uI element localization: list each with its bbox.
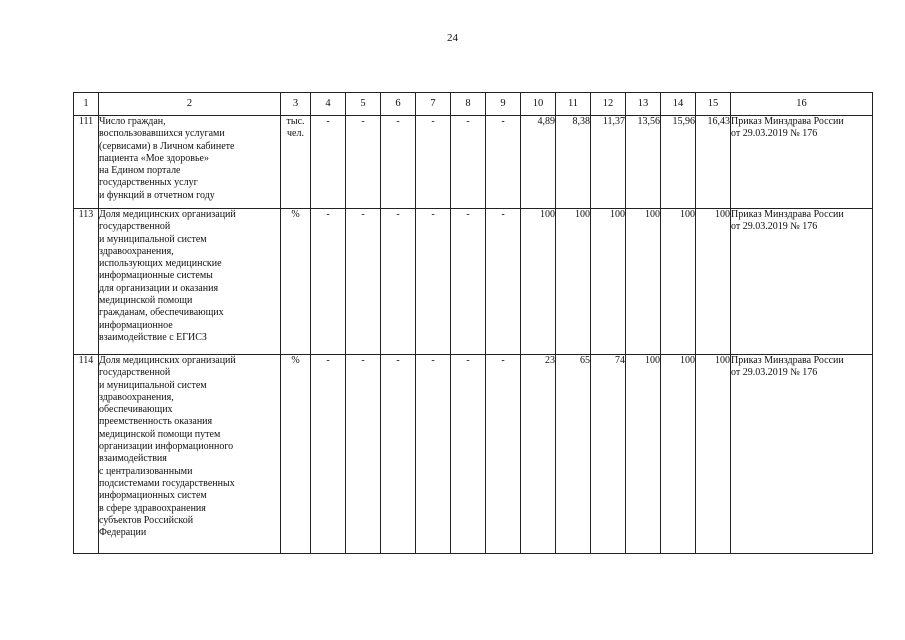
- unit-line: тыс.: [286, 116, 305, 127]
- source-line: Приказ Минздрава России: [731, 355, 844, 366]
- indicator-name-line: медицинской помощи путем: [99, 428, 221, 440]
- source-cell: [731, 355, 873, 554]
- empty-value-cell: -: [486, 355, 521, 554]
- indicator-name-line: медицинской помощи: [99, 295, 193, 307]
- empty-value-cell: -: [346, 116, 381, 209]
- value-cell: 100: [626, 355, 661, 554]
- column-header: 10: [521, 93, 556, 116]
- indicator-name-line: субъектов Российской: [99, 514, 194, 526]
- row-number: 114: [74, 355, 99, 554]
- value-cell: 8,38: [556, 116, 591, 209]
- empty-value-cell: -: [416, 209, 451, 355]
- value-cell: 65: [556, 355, 591, 554]
- column-header: 16: [731, 93, 873, 116]
- page-number: 24: [447, 32, 458, 44]
- indicator-name-line: информационные системы: [99, 270, 213, 282]
- indicator-name-line: Доля медицинских организаций: [99, 355, 236, 366]
- value-cell: 100: [556, 209, 591, 355]
- indicator-name-line: государственных услуг: [99, 177, 198, 189]
- column-header: 6: [381, 93, 416, 116]
- indicator-name-line: воспользовавшихся услугами: [99, 128, 225, 140]
- value-cell: 100: [591, 209, 626, 355]
- table-row: [74, 116, 873, 209]
- indicator-name-line: и муниципальной систем: [99, 379, 207, 391]
- value-cell: 15,96: [661, 116, 696, 209]
- indicator-name-line: обеспечивающих: [99, 404, 173, 416]
- source-line: от 29.03.2019 № 176: [731, 128, 818, 140]
- empty-value-cell: -: [416, 355, 451, 554]
- empty-value-cell: -: [381, 209, 416, 355]
- column-header: 1: [74, 93, 99, 116]
- row-number: 113: [74, 209, 99, 355]
- source-cell: [731, 116, 873, 209]
- source-cell: [731, 209, 873, 355]
- indicator-name-line: информационное: [99, 319, 173, 331]
- value-cell: 100: [661, 209, 696, 355]
- source-line: Приказ Минздрава России: [731, 116, 844, 127]
- indicator-name-line: государственной: [99, 367, 171, 379]
- column-header: 3: [281, 93, 311, 116]
- value-cell: 13,56: [626, 116, 661, 209]
- column-header: 4: [311, 93, 346, 116]
- indicator-name-line: Доля медицинских организаций: [99, 209, 236, 220]
- value-cell: 100: [696, 355, 731, 554]
- value-cell: 11,37: [591, 116, 626, 209]
- empty-value-cell: -: [451, 116, 486, 209]
- indicator-name: [99, 355, 281, 554]
- indicator-name-line: здравоохранения,: [99, 245, 174, 257]
- column-header: 12: [591, 93, 626, 116]
- indicators-table: [73, 92, 873, 554]
- column-header: 2: [99, 93, 281, 116]
- value-cell: 100: [626, 209, 661, 355]
- value-cell: 74: [591, 355, 626, 554]
- indicator-name: [99, 209, 281, 355]
- empty-value-cell: -: [346, 209, 381, 355]
- unit-cell: [281, 209, 311, 355]
- empty-value-cell: -: [311, 209, 346, 355]
- table-row: [74, 209, 873, 355]
- unit-line: %: [291, 209, 300, 220]
- column-header: 13: [626, 93, 661, 116]
- indicator-name: [99, 116, 281, 209]
- indicator-name-line: государственной: [99, 221, 171, 233]
- indicator-name-line: гражданам, обеспечивающих: [99, 307, 224, 319]
- indicator-name-line: Федерации: [99, 527, 147, 539]
- indicator-name-line: преемственность оказания: [99, 416, 213, 428]
- indicator-name-line: (сервисами) в Личном кабинете: [99, 140, 235, 152]
- indicator-name-line: и муниципальной систем: [99, 233, 207, 245]
- empty-value-cell: -: [451, 355, 486, 554]
- unit-cell: [281, 355, 311, 554]
- indicator-name-line: организации информационного: [99, 441, 234, 453]
- empty-value-cell: -: [381, 355, 416, 554]
- empty-value-cell: -: [311, 355, 346, 554]
- value-cell: 100: [661, 355, 696, 554]
- value-cell: 100: [521, 209, 556, 355]
- column-header: 11: [556, 93, 591, 116]
- value-cell: 23: [521, 355, 556, 554]
- column-header: 7: [416, 93, 451, 116]
- value-cell: 16,43: [696, 116, 731, 209]
- indicator-name-line: в сфере здравоохранения: [99, 502, 206, 514]
- unit-cell: [281, 116, 311, 209]
- source-line: от 29.03.2019 № 176: [731, 221, 818, 233]
- indicator-name-line: использующих медицинские: [99, 258, 222, 270]
- source-line: Приказ Минздрава России: [731, 209, 844, 220]
- empty-value-cell: -: [346, 355, 381, 554]
- empty-value-cell: -: [486, 116, 521, 209]
- column-header: 9: [486, 93, 521, 116]
- empty-value-cell: -: [451, 209, 486, 355]
- column-header: 14: [661, 93, 696, 116]
- value-cell: 100: [696, 209, 731, 355]
- unit-line: %: [291, 355, 300, 366]
- empty-value-cell: -: [311, 116, 346, 209]
- empty-value-cell: -: [486, 209, 521, 355]
- row-number: 111: [74, 116, 99, 209]
- indicator-name-line: и функций в отчетном году: [99, 189, 215, 201]
- indicator-name-line: взаимодействие с ЕГИСЗ: [99, 331, 207, 343]
- table-row: [74, 355, 873, 554]
- indicator-name-line: информационных систем: [99, 490, 207, 502]
- indicator-name-line: подсистемами государственных: [99, 477, 235, 489]
- indicator-name-line: для организации и оказания: [99, 282, 219, 294]
- empty-value-cell: -: [381, 116, 416, 209]
- unit-line: чел.: [287, 128, 304, 140]
- empty-value-cell: -: [416, 116, 451, 209]
- source-line: от 29.03.2019 № 176: [731, 367, 818, 379]
- indicator-name-line: взаимодействия: [99, 453, 167, 465]
- table-header-row: [74, 93, 873, 116]
- indicator-name-line: здравоохранения,: [99, 391, 174, 403]
- indicator-name-line: с централизованными: [99, 465, 193, 477]
- column-header: 5: [346, 93, 381, 116]
- value-cell: 4,89: [521, 116, 556, 209]
- column-header: 15: [696, 93, 731, 116]
- indicator-name-line: Число граждан,: [99, 116, 166, 127]
- indicator-name-line: на Едином портале: [99, 165, 181, 177]
- indicator-name-line: пациента «Мое здоровье»: [99, 152, 209, 164]
- column-header: 8: [451, 93, 486, 116]
